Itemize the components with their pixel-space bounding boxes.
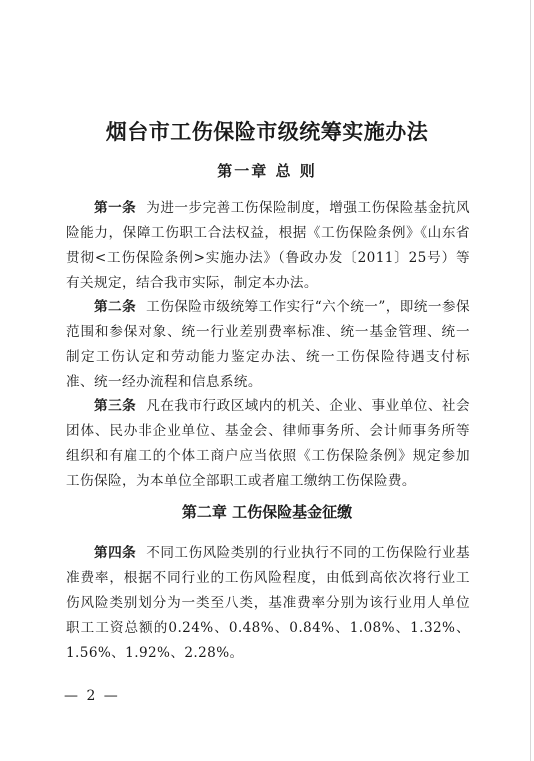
article-4-label: 第四条 [94, 545, 137, 561]
chapter-2-heading: 第二章 工伤保险基金征缴 [181, 503, 353, 521]
article-2-text: 工伤保险市级统筹工作实行“六个统一”，即统一参保范围和参保对象、统一行业差别费率标准、统一基金管理、统一制定工伤认定和劳动能力鉴定办法、统一工伤保险待遇支付标准、统一经办流程和信息系统。 [66, 299, 471, 390]
chapter-1-heading: 第一章 总 则 [217, 162, 317, 180]
document-title: 烟台市工伤保险市级统筹实施办法 [105, 119, 429, 144]
page-edge [530, 0, 531, 761]
article-1-text: 为进一步完善工伤保险制度，增强工伤保险基金抗风险能力，保障工伤职工合法权益，根据《工伤保险条例》《山东省贯彻<工伤保险条例>实施办法》（鲁政办发〔2011〕25号）等有关规定，结合我市实际，制定本办法。 [66, 200, 471, 291]
article-4-text: 不同工伤风险类别的行业执行不同的工伤保险行业基准费率，根据不同行业的工伤风险程度，由低到高依次将行业工伤风险类别划分为一类至八类，基准费率分别为该行业用人单位职工工资总额的0.24%、0.48%、0.84%、1.08%、1.32%、1.56%、1.92%、2.28%。 [66, 545, 471, 661]
article-2-label: 第二条 [94, 299, 137, 315]
article-1-label: 第一条 [94, 200, 137, 216]
page-number: — 2 — [64, 688, 120, 704]
article-3 [66, 394, 470, 494]
article-2 [66, 295, 470, 395]
article-3-label: 第三条 [94, 398, 137, 414]
article-4 [66, 541, 470, 666]
article-1 [66, 196, 470, 296]
article-3-text: 凡在我市行政区域内的机关、企业、事业单位、社会团体、民办非企业单位、基金会、律师事务所、会计师事务所等组织和有雇工的个体工商户应当依照《工伤保险条例》规定参加工伤保险，为本单位全部职工或者雇工缴纳工伤保险费。 [66, 398, 471, 489]
